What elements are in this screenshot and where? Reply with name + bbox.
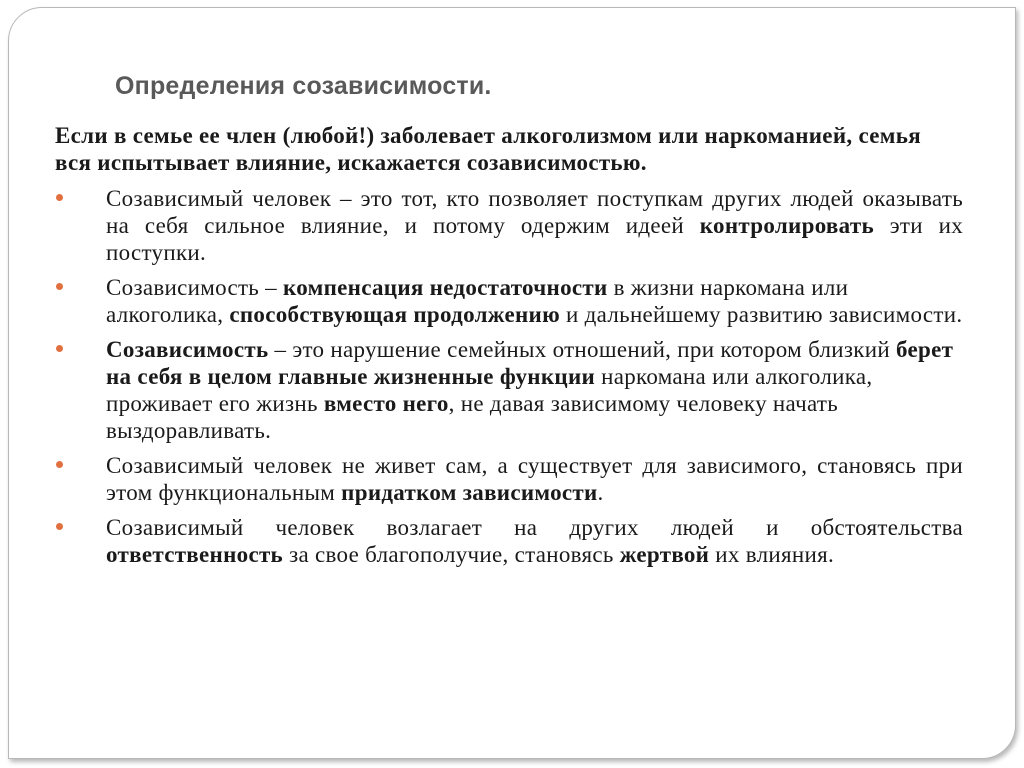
bullet-list bbox=[55, 185, 963, 568]
bullet-run: Созависимый человек возлагает на других людей и обстоятельства bbox=[106, 515, 963, 540]
bullet-text bbox=[106, 453, 963, 505]
intro-paragraph: Если в семье ее член (любой!) заболевает алкоголизмом или наркоманией, семья вся испытывает влияние, искажается созависимостью. bbox=[55, 123, 921, 175]
bullet-dot-icon bbox=[56, 345, 63, 352]
bullet-dot-icon bbox=[56, 194, 63, 201]
bullet-dot-icon bbox=[56, 461, 63, 468]
bullet-run: за свое благополучие, становясь bbox=[283, 542, 620, 567]
bullet-emphasis: ответственность bbox=[106, 542, 284, 567]
bullet-run: Созависимость – bbox=[106, 275, 283, 300]
bullet-dot-icon bbox=[56, 283, 63, 290]
slide-content bbox=[55, 122, 963, 576]
bullet-run: Созависимый человек не живет сам, а существует для зависимого, становясь при этом функциональным bbox=[106, 453, 963, 505]
bullet-run: наркомана или алкоголика, проживает его жизнь bbox=[106, 364, 873, 416]
bullet-item bbox=[55, 274, 963, 328]
bullet-emphasis: способствующая продолжению bbox=[229, 302, 560, 327]
bullet-emphasis: жертвой bbox=[619, 542, 710, 567]
bullet-run: их влияния. bbox=[709, 542, 835, 567]
bullet-run: Созависимый человек – это тот, кто позволяет поступкам других людей оказывать на себя сильное влияние, и потому одержим идеей bbox=[106, 186, 963, 238]
bullet-run: и дальнейшему развитию зависимости. bbox=[559, 302, 963, 327]
bullet-emphasis: берет на себя в целом главные жизненные функции bbox=[106, 337, 954, 389]
bullet-emphasis: компенсация недостаточности bbox=[283, 275, 608, 300]
bullet-run: . bbox=[597, 480, 604, 505]
bullet-text bbox=[106, 515, 963, 567]
bullet-item bbox=[55, 452, 963, 506]
slide-title: Определения созависимости. bbox=[115, 72, 492, 100]
bullet-run: эти их поступки. bbox=[106, 213, 963, 265]
bullet-emphasis: Созависимость bbox=[106, 337, 269, 362]
bullet-run: в жизни наркомана или алкоголика, bbox=[106, 275, 849, 327]
bullet-run: , не давая зависимому человеку начать выздоравливать. bbox=[106, 391, 839, 443]
bullet-dot-icon bbox=[56, 523, 63, 530]
bullet-item bbox=[55, 336, 963, 444]
bullet-text bbox=[106, 337, 953, 443]
bullet-text bbox=[106, 275, 962, 327]
bullet-emphasis: вместо него bbox=[323, 391, 449, 416]
bullet-item bbox=[55, 185, 963, 266]
bullet-emphasis: придатком зависимости bbox=[341, 480, 598, 505]
bullet-text bbox=[106, 186, 963, 265]
bullet-item bbox=[55, 514, 963, 568]
bullet-emphasis: контролировать bbox=[699, 213, 874, 238]
bullet-run: – это нарушение семейных отношений, при котором близкий bbox=[268, 337, 897, 362]
